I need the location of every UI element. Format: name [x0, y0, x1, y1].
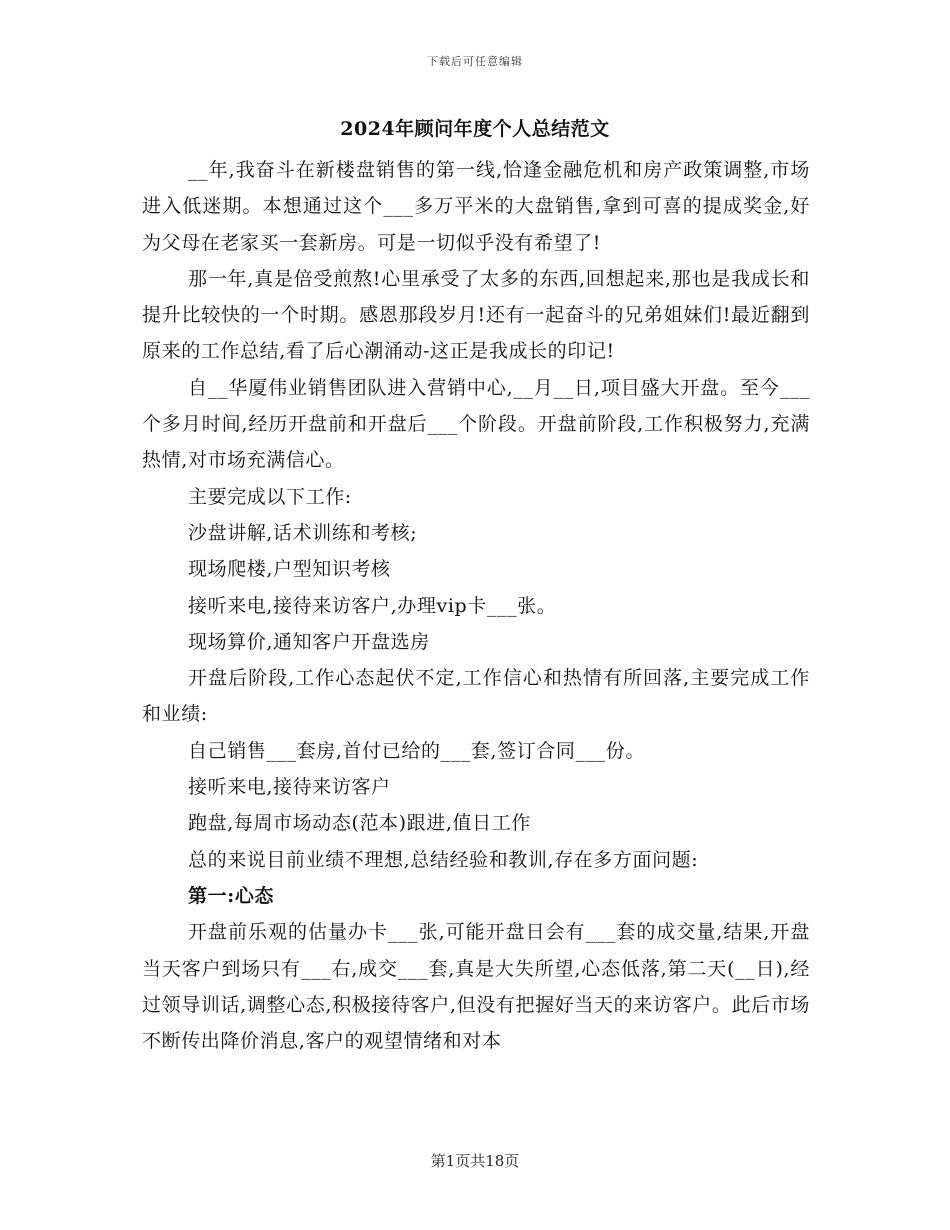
list-item: 现场算价,通知客户开盘选房	[188, 630, 430, 653]
paragraph-3: 自__华厦伟业销售团队进入营销中心,__月__日,项目盛大开盘。至今___个多月时间,经历开盘前和开盘后___个阶段。开盘前阶段,工作积极努力,充满热情,对市场充满信心。	[142, 376, 810, 472]
list-item: 接听来电,接待来访客户	[188, 776, 391, 799]
page-number: 第1页共18页	[430, 1152, 520, 1170]
list-item: 沙盘讲解,话术训练和考核;	[188, 521, 418, 544]
document-body	[142, 152, 810, 1059]
list-item: 现场爬楼,户型知识考核	[188, 558, 391, 581]
paragraph-1: __年,我奋斗在新楼盘销售的第一线,恰逢金融危机和房产政策调整,市场进入低迷期。本想通过这个___多万平米的大盘销售,拿到可喜的提成奖金,好为父母在老家买一套新房。可是一切似乎没有希望了!	[142, 159, 810, 254]
paragraph-4: 开盘后阶段,工作心态起伏不定,工作信心和热情有所回落,主要完成工作和业绩:	[142, 667, 810, 726]
list-item: 跑盘,每周市场动态(范本)跟进,值日工作	[188, 812, 531, 835]
list-item: 接听来电,接待来访客户,办理vip卡___张。	[188, 594, 557, 617]
header-note: 下载后可任意编辑	[427, 55, 523, 68]
section-heading: 第一:心态	[188, 884, 275, 907]
list-intro: 主要完成以下工作:	[188, 485, 352, 508]
paragraph-2: 那一年,真是倍受煎熬!心里承受了太多的东西,回想起来,那也是我成长和提升比较快的一个时期。感恩那段岁月!还有一起奋斗的兄弟姐妹们!最近翻到原来的工作总结,看了后心潮涌动-这正是我成长的印记!	[142, 267, 810, 363]
list-item: 自己销售___套房,首付已给的___套,签订合同___份。	[188, 739, 645, 762]
summary-line: 总的来说目前业绩不理想,总结经验和教训,存在多方面问题:	[188, 848, 699, 871]
paragraph-5: 开盘前乐观的估量办卡___张,可能开盘日会有___套的成交量,结果,开盘当天客户到场只有___右,成交___套,真是大失所望,心态低落,第二天(__日),经过领导训话,调整心态,积极接待客户,但没有把握好当天的来访客户。此后市场不断传出降价消息,客户的观望情绪和对本	[142, 921, 810, 1053]
page-title: 2024年顾问年度个人总结范文	[340, 118, 610, 140]
